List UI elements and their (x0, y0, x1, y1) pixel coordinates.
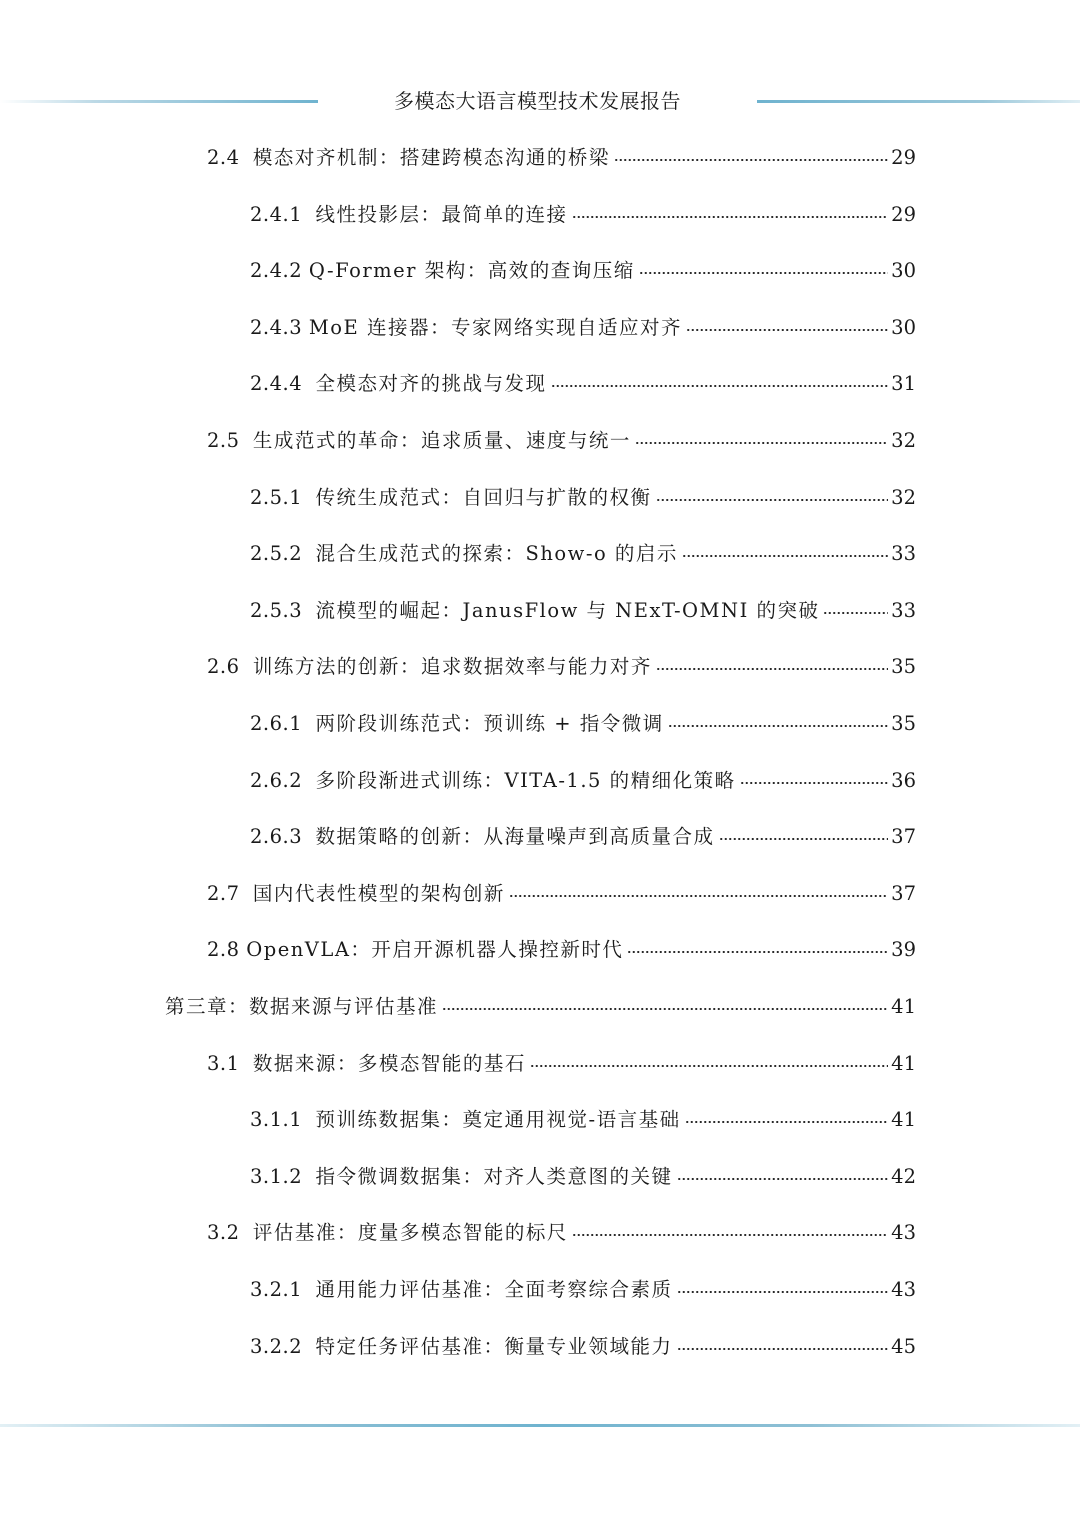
toc-dot-leader (572, 214, 889, 220)
toc-page-number: 35 (891, 712, 916, 735)
toc-page-number: 41 (891, 1108, 916, 1132)
toc-entry-number: 2.7 (207, 881, 253, 905)
toc-entry[interactable] (250, 200, 916, 230)
toc-entry-title: 混合生成范式的探索：Show-o 的启示 (315, 542, 678, 566)
header-rule-right (757, 100, 1080, 103)
toc-entry-number: 2.6.1 (250, 712, 316, 735)
toc-page-number: 30 (891, 259, 916, 283)
toc-dot-leader (685, 1119, 889, 1125)
toc-entry-title: MoE 连接器：专家网络实现自适应对齐 (308, 315, 682, 339)
toc-page-number: 39 (891, 938, 916, 962)
toc-page-number: 45 (891, 1334, 916, 1358)
toc-entry-title: 通用能力评估基准：全面考察综合素质 (315, 1278, 673, 1301)
toc-entry-title: 生成范式的革命：追求质量、速度与统一 (252, 429, 631, 452)
toc-page-number: 36 (891, 768, 916, 792)
toc-entry-number: 3.2.1 (250, 1278, 316, 1301)
toc-entry-number: 3.2.2 (250, 1334, 316, 1358)
toc-entry-number: 3.1.1 (250, 1108, 316, 1132)
toc-entry[interactable] (250, 1105, 916, 1135)
toc-entry[interactable] (250, 369, 916, 399)
toc-dot-leader (656, 497, 889, 503)
toc-dot-leader (682, 553, 888, 559)
toc-dot-leader (614, 157, 888, 163)
toc-entry-title: 国内代表性模型的架构创新 (252, 881, 505, 905)
toc-entry-title: 全模态对齐的挑战与发现 (315, 372, 547, 396)
toc-page-number: 33 (891, 598, 916, 622)
toc-dot-leader (530, 1063, 888, 1069)
toc-entry-title: 两阶段训练范式：预训练 + 指令微调 (315, 712, 664, 735)
toc-entry[interactable] (250, 539, 916, 569)
toc-entry-title: 指令微调数据集：对齐人类意图的关键 (315, 1164, 673, 1188)
toc-page-number: 32 (891, 429, 916, 452)
header-rule-left (0, 100, 318, 103)
toc-page-number: 42 (891, 1164, 916, 1188)
toc-entry[interactable] (250, 1162, 916, 1192)
toc-entry[interactable] (250, 709, 916, 739)
toc-entry-title: 流模型的崛起：JanusFlow 与 NExT-OMNI 的突破 (315, 598, 820, 622)
toc-page-number: 43 (891, 1221, 916, 1245)
toc-dot-leader (677, 1176, 889, 1182)
toc-dot-leader (677, 1346, 889, 1352)
toc-dot-leader (639, 270, 888, 276)
toc-page-number: 29 (891, 146, 916, 169)
toc-entry[interactable] (250, 596, 916, 626)
toc-entry-number: 2.5.3 (250, 598, 316, 622)
toc-entry[interactable] (207, 426, 916, 456)
toc-dot-leader (627, 949, 888, 955)
toc-dot-leader (442, 1006, 888, 1012)
toc-entry-number: 2.5.1 (250, 485, 316, 509)
toc-entry-number: 2.4 (207, 146, 253, 169)
toc-page-number: 35 (891, 655, 916, 679)
toc-entry-number: 2.4.4 (250, 372, 316, 396)
toc-entry[interactable] (250, 483, 916, 513)
toc-entry[interactable] (165, 992, 916, 1022)
toc-page-number: 30 (891, 315, 916, 339)
toc-entry-number: 3.2 (207, 1221, 253, 1245)
toc-page-number: 37 (891, 881, 916, 905)
toc-entry[interactable] (207, 935, 916, 965)
toc-entry-number: 2.4.3 (250, 315, 309, 339)
toc-entry[interactable] (207, 1049, 916, 1079)
toc-page-number: 33 (891, 542, 916, 566)
toc-entry[interactable] (250, 256, 916, 286)
toc-entry[interactable] (207, 143, 916, 173)
toc-entry[interactable] (250, 766, 916, 796)
toc-entry-number: 2.6.2 (250, 768, 316, 792)
toc-page-number: 32 (891, 485, 916, 509)
toc-entry-number: 2.6 (207, 655, 253, 679)
toc-page-number: 41 (891, 1051, 916, 1075)
toc-entry[interactable] (207, 879, 916, 909)
toc-entry-title: 第三章：数据来源与评估基准 (165, 995, 439, 1018)
toc-entry-title: 模态对齐机制：搭建跨模态沟通的桥梁 (252, 146, 610, 169)
toc-entry-title: 预训练数据集：奠定通用视觉-语言基础 (315, 1108, 681, 1132)
toc-dot-leader (668, 723, 888, 729)
toc-page-number: 37 (891, 825, 916, 849)
toc-page-number: 29 (891, 202, 916, 226)
toc-entry-title: 多阶段渐进式训练：VITA-1.5 的精细化策略 (315, 768, 736, 792)
toc-page-number: 43 (891, 1278, 916, 1301)
toc-entry-title: OpenVLA：开启开源机器人操控新时代 (246, 938, 624, 962)
toc-dot-leader (656, 666, 888, 672)
toc-entry-title: 评估基准：度量多模态智能的标尺 (252, 1221, 568, 1245)
toc-entry-number: 2.6.3 (250, 825, 316, 849)
toc-dot-leader (677, 1289, 889, 1295)
toc-entry-title: 数据策略的创新：从海量噪声到高质量合成 (315, 825, 715, 849)
toc-entry[interactable] (250, 1332, 916, 1362)
toc-entry-title: 线性投影层：最简单的连接 (315, 202, 568, 226)
toc-entry-number: 2.4.1 (250, 202, 316, 226)
toc-entry-title: Q-Former 架构：高效的查询压缩 (308, 259, 635, 283)
toc-dot-leader (509, 893, 888, 899)
toc-entry-title: 数据来源：多模态智能的基石 (252, 1051, 526, 1075)
toc-entry[interactable] (250, 1275, 916, 1305)
toc-dot-leader (686, 327, 888, 333)
toc-entry-number: 3.1 (207, 1051, 253, 1075)
toc-entry-number: 2.5.2 (250, 542, 316, 566)
toc-entry[interactable] (250, 313, 916, 343)
toc-dot-leader (740, 780, 889, 786)
toc-dot-leader (719, 836, 889, 842)
toc-dot-leader (572, 1232, 888, 1238)
page-header-title: 多模态大语言模型技术发展报告 (394, 89, 681, 113)
toc-entry-title: 训练方法的创新：追求数据效率与能力对齐 (252, 655, 652, 679)
toc-entry[interactable] (250, 822, 916, 852)
toc-dot-leader (551, 383, 889, 389)
toc-entry-number: 2.8 (207, 938, 247, 962)
toc-page-number: 31 (891, 372, 916, 396)
toc-dot-leader (635, 440, 888, 446)
footer-rule (0, 1424, 1080, 1427)
toc-entry-number: 2.4.2 (250, 259, 309, 283)
toc-page-number: 41 (891, 995, 916, 1018)
toc-entry[interactable] (207, 1218, 916, 1248)
toc-entry-title: 特定任务评估基准：衡量专业领域能力 (315, 1334, 673, 1358)
toc-entry[interactable] (207, 652, 916, 682)
toc-dot-leader (823, 610, 888, 616)
toc-entry-title: 传统生成范式：自回归与扩散的权衡 (315, 485, 652, 509)
toc-entry-number: 2.5 (207, 429, 253, 452)
toc-entry-number: 3.1.2 (250, 1164, 316, 1188)
